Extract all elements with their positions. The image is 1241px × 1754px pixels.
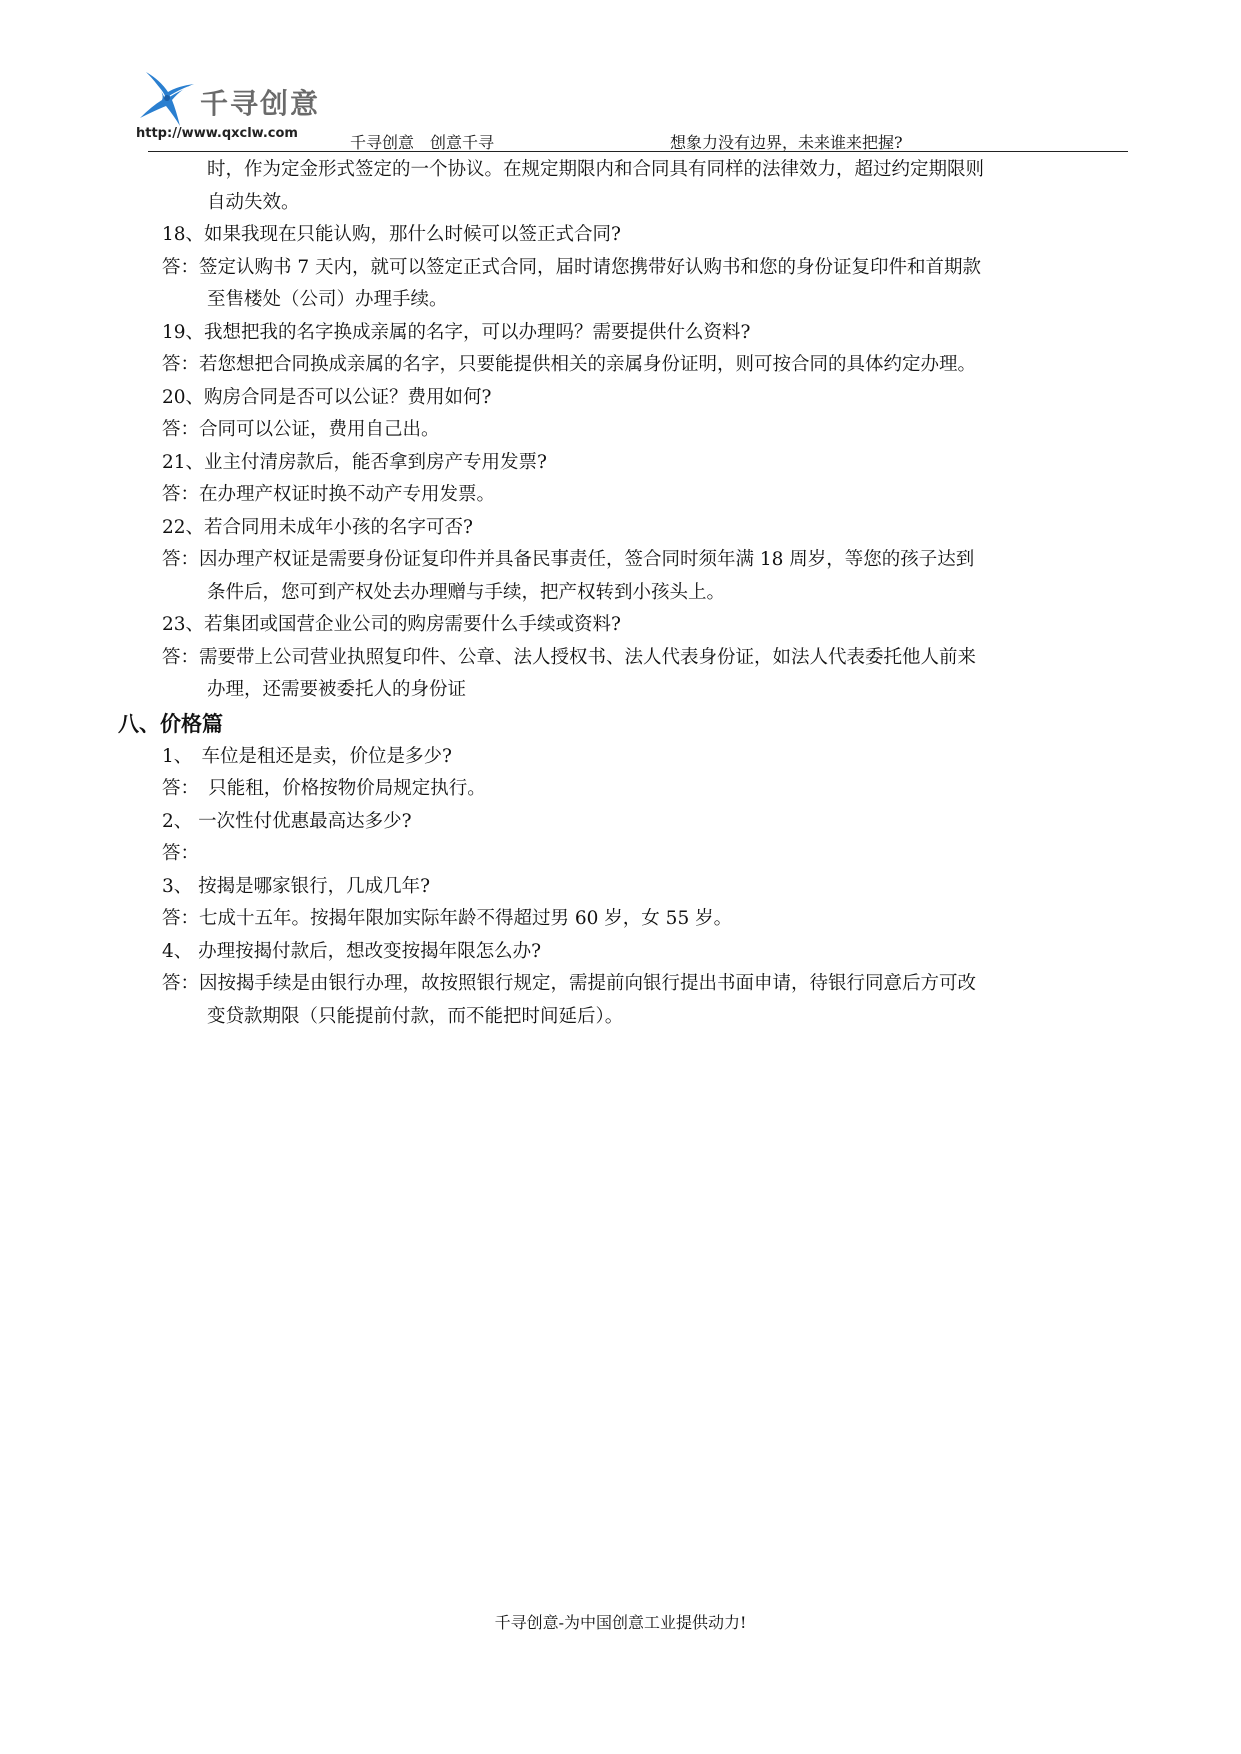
answer-continuation: 办理，还需要被委托人的身份证: [207, 679, 467, 700]
header-divider: [148, 151, 1128, 152]
section-heading: 八、价格篇: [118, 711, 223, 736]
page-header: [118, 58, 1128, 154]
question-line: 4、 办理按揭付款后，想改变按揭年限怎么办?: [162, 940, 542, 962]
question-line: 1、 车位是租还是卖，价位是多少?: [162, 745, 452, 767]
answer-continuation: 至售楼处（公司）办理手续。: [207, 289, 448, 310]
brand-logo: [128, 64, 321, 144]
star-logo-icon: [136, 66, 198, 128]
answer-continuation: 条件后，您可到产权处去办理赠与手续，把产权转到小孩头上。: [207, 581, 726, 603]
logo-title: 千寻创意: [200, 87, 321, 120]
document-body: [118, 154, 1132, 1033]
question-line: 3、 按揭是哪家银行，几成几年?: [162, 875, 431, 897]
question-line: 2、 一次性付优惠最高达多少?: [162, 810, 412, 832]
answer-line: 答：若您想把合同换成亲属的名字，只要能提供相关的亲属身份证明，则可按合同的具体约定办理。: [162, 354, 977, 375]
text-line: 时，作为定金形式签定的一个协议。在规定期限内和合同具有同样的法律效力，超过约定期限则: [207, 159, 985, 180]
question-line: 20、购房合同是否可以公证？费用如何?: [162, 386, 492, 408]
answer-continuation: 变贷款期限（只能提前付款，而不能把时间延后）。: [207, 1005, 624, 1027]
answer-line: 答：因办理产权证是需要身份证复印件并具备民事责任，签合同时须年满 18 周岁，等您的孩子达到: [162, 549, 975, 570]
question-line: 23、若集团或国营企业公司的购房需要什么手续或资料?: [162, 614, 621, 635]
answer-line: 答：需要带上公司营业执照复印件、公章、法人授权书、法人代表身份证，如法人代表委托他人前来: [162, 646, 977, 668]
header-slogan-left: 千寻创意 创意千寻: [350, 133, 495, 152]
header-slogan-right: 想象力没有边界，未来谁来把握?: [670, 133, 903, 152]
answer-line: 答：在办理产权证时换不动产专用发票。: [162, 484, 496, 505]
logo-url: http://www.qxclw.com: [136, 126, 298, 141]
answer-line: 答：签定认购书 7 天内，就可以签定正式合同，届时请您携带好认购书和您的身份证复印件和首期款: [162, 256, 982, 278]
question-line: 18、如果我现在只能认购，那什么时候可以签正式合同?: [162, 224, 621, 245]
answer-line: 答： 只能租，价格按物价局规定执行。: [162, 778, 486, 799]
answer-line: 答：因按揭手续是由银行办理，故按照银行规定，需提前向银行提出书面申请，待银行同意后方可改: [162, 973, 977, 994]
answer-line: 答：七成十五年。按揭年限加实际年龄不得超过男 60 岁，女 55 岁。: [162, 908, 733, 929]
question-line: 19、我想把我的名字换成亲属的名字，可以办理吗？需要提供什么资料?: [162, 321, 751, 343]
question-line: 22、若合同用未成年小孩的名字可否?: [162, 516, 473, 538]
page-footer: 千寻创意-为中国创意工业提供动力!: [494, 1613, 747, 1632]
text-line: 自动失效。: [207, 191, 300, 213]
answer-line: 答：: [162, 843, 200, 864]
answer-line: 答：合同可以公证，费用自己出。: [162, 419, 440, 440]
question-line: 21、业主付清房款后，能否拿到房产专用发票?: [162, 451, 547, 473]
